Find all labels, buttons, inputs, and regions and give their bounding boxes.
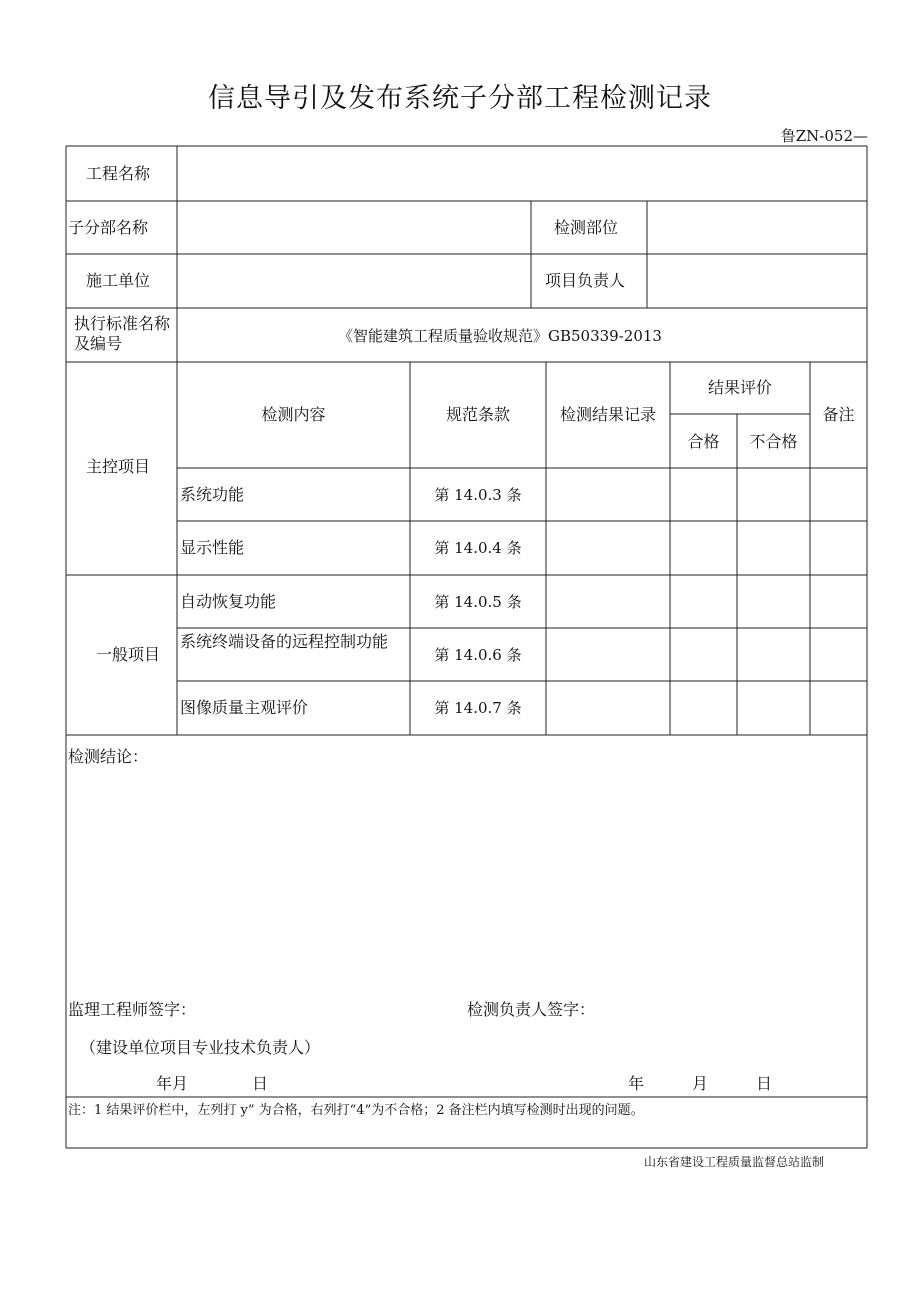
row-clause: 第 14.0.3 条 bbox=[434, 486, 522, 504]
header-pass: 合格 bbox=[687, 432, 720, 451]
row-content: 系统功能 bbox=[180, 485, 245, 504]
header-fail: 不合格 bbox=[749, 432, 798, 451]
row-clause: 第 14.0.4 条 bbox=[434, 539, 522, 557]
date-right: 年 月 日 bbox=[628, 1074, 773, 1093]
supervisor-sign-label: 监理工程师签字： bbox=[68, 1000, 197, 1019]
header-clause: 规范条款 bbox=[445, 405, 510, 424]
header-evaluation: 结果评价 bbox=[707, 378, 772, 397]
conclusion-label: 检测结论： bbox=[68, 747, 149, 766]
date-left: 年月 日 bbox=[156, 1074, 269, 1093]
row-content: 图像质量主观评价 bbox=[180, 698, 309, 717]
construction-unit-label: 施工单位 bbox=[86, 271, 151, 290]
row-clause: 第 14.0.7 条 bbox=[434, 699, 522, 717]
row-clause: 第 14.0.5 条 bbox=[434, 593, 522, 611]
project-name-label: 工程名称 bbox=[86, 164, 151, 183]
inspection-location-label: 检测部位 bbox=[554, 218, 619, 237]
form-title: 信息导引及发布系统子分部工程检测记录 bbox=[208, 83, 712, 114]
row-content: 自动恢复功能 bbox=[180, 592, 277, 611]
form-note: 注：1 结果评价栏中，左列打 y” 为合格，右列打“4”为不合格；2 备注栏内填写检测时出现的问题。 bbox=[68, 1103, 644, 1118]
group-general: 一般项目 bbox=[96, 645, 161, 664]
project-manager-label: 项目负责人 bbox=[545, 271, 626, 290]
header-remarks: 备注 bbox=[822, 405, 855, 424]
inspector-sign-label: 检测负责人签字： bbox=[467, 1000, 596, 1019]
standard-name-label: 执行标准名称及编号 bbox=[74, 314, 171, 353]
row-content: 显示性能 bbox=[180, 538, 245, 557]
row-clause: 第 14.0.6 条 bbox=[434, 646, 522, 664]
form-code: 鲁ZN-052— bbox=[780, 127, 868, 145]
group-main-control: 主控项目 bbox=[86, 457, 151, 476]
supervisor-note: （建设单位项目专业技术负责人） bbox=[80, 1038, 321, 1057]
standard-value: 《智能建筑工程质量验收规范》GB50339-2013 bbox=[338, 327, 662, 345]
issuer-footer: 山东省建设工程质量监督总站监制 bbox=[643, 1155, 824, 1169]
row-content: 系统终端设备的远程控制功能 bbox=[180, 632, 389, 651]
header-content: 检测内容 bbox=[261, 405, 326, 424]
header-result-record: 检测结果记录 bbox=[559, 405, 656, 424]
subdivision-name-label: 子分部名称 bbox=[68, 218, 149, 237]
